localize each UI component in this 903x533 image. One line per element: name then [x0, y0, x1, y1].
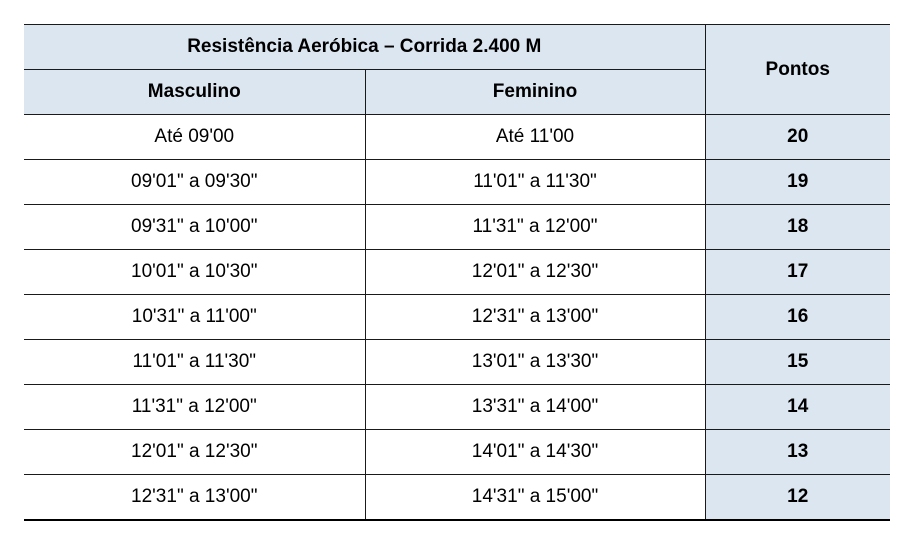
- cell-feminino: Até 11'00: [365, 115, 705, 160]
- cell-pontos: 20: [705, 115, 890, 160]
- table-row: [24, 160, 890, 205]
- cell-feminino: 11'01" a 11'30": [365, 160, 705, 205]
- score-table: [24, 24, 890, 521]
- cell-feminino: 13'01" a 13'30": [365, 340, 705, 385]
- cell-masculino: 12'31" a 13'00": [24, 475, 365, 521]
- header-row-title: [24, 25, 890, 70]
- table-row: [24, 295, 890, 340]
- cell-feminino: 13'31" a 14'00": [365, 385, 705, 430]
- cell-pontos: 18: [705, 205, 890, 250]
- cell-masculino: 11'01" a 11'30": [24, 340, 365, 385]
- cell-feminino: 14'31" a 15'00": [365, 475, 705, 521]
- cell-pontos: 14: [705, 385, 890, 430]
- table-row: [24, 475, 890, 521]
- cell-pontos: 17: [705, 250, 890, 295]
- column-header-pontos: Pontos: [705, 25, 890, 115]
- cell-pontos: 15: [705, 340, 890, 385]
- cell-masculino: Até 09'00: [24, 115, 365, 160]
- cell-pontos: 16: [705, 295, 890, 340]
- cell-masculino: 09'31" a 10'00": [24, 205, 365, 250]
- table-title: Resistência Aeróbica – Corrida 2.400 M: [24, 25, 705, 70]
- cell-feminino: 12'31" a 13'00": [365, 295, 705, 340]
- cell-pontos: 12: [705, 475, 890, 521]
- cell-feminino: 14'01" a 14'30": [365, 430, 705, 475]
- cell-masculino: 09'01" a 09'30": [24, 160, 365, 205]
- table-row: [24, 385, 890, 430]
- cell-masculino: 11'31" a 12'00": [24, 385, 365, 430]
- column-header-feminino: Feminino: [365, 70, 705, 115]
- table-row: [24, 250, 890, 295]
- table-body: [24, 115, 890, 521]
- cell-feminino: 12'01" a 12'30": [365, 250, 705, 295]
- table-row: [24, 340, 890, 385]
- table-row: [24, 205, 890, 250]
- cell-masculino: 10'31" a 11'00": [24, 295, 365, 340]
- table-row: [24, 430, 890, 475]
- cell-feminino: 11'31" a 12'00": [365, 205, 705, 250]
- cell-pontos: 13: [705, 430, 890, 475]
- column-header-masculino: Masculino: [24, 70, 365, 115]
- cell-pontos: 19: [705, 160, 890, 205]
- cell-masculino: 10'01" a 10'30": [24, 250, 365, 295]
- cell-masculino: 12'01" a 12'30": [24, 430, 365, 475]
- table-row: [24, 115, 890, 160]
